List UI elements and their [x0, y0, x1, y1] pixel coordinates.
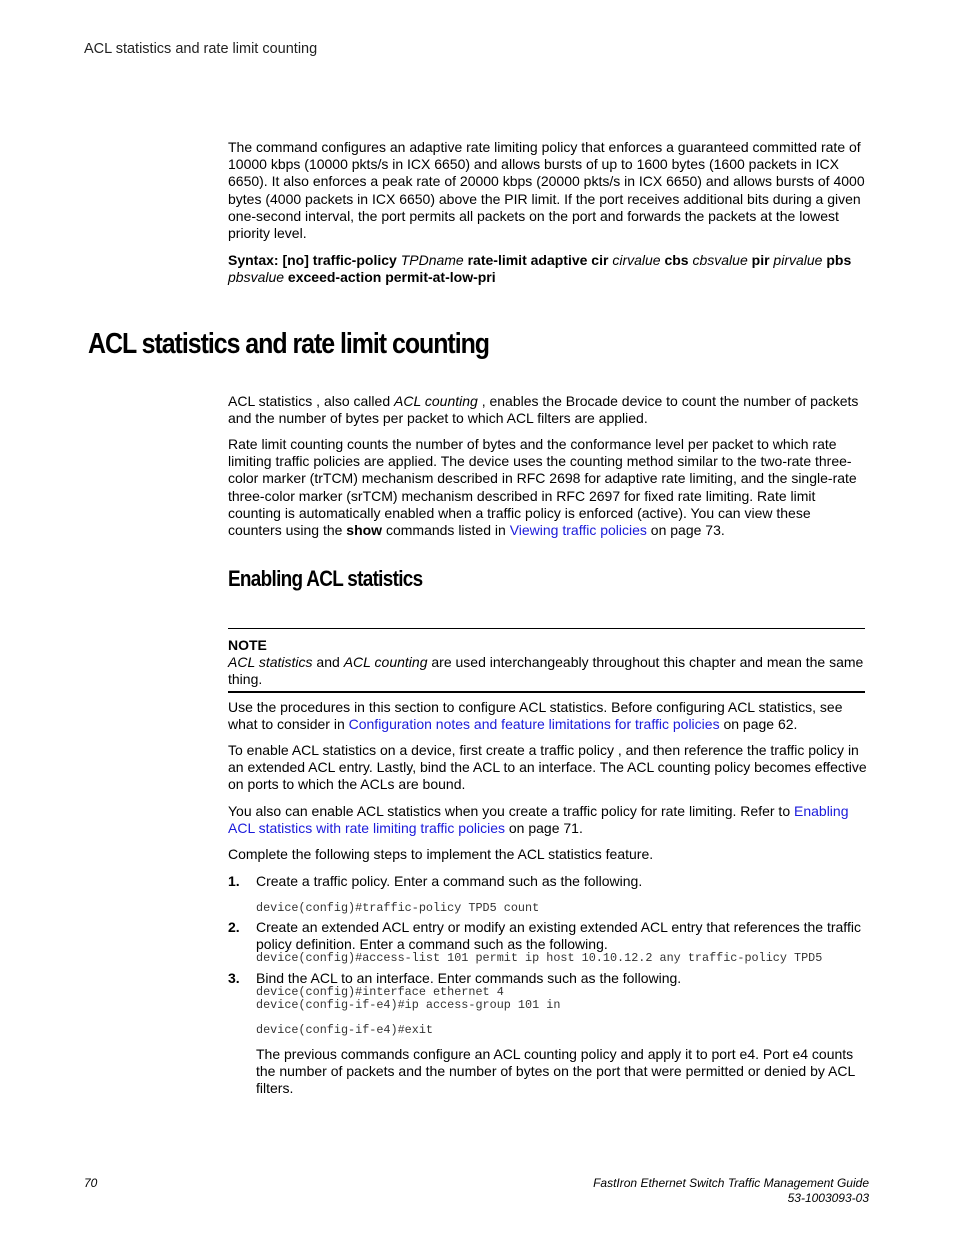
subsection-heading: Enabling ACL statistics [228, 566, 423, 591]
code-line: device(config-if-e4)#exit [256, 1023, 433, 1037]
syntax-keyword: exceed-action permit-at-low-pri [284, 269, 496, 286]
text-run: and [312, 654, 344, 671]
section-heading: ACL statistics and rate limit counting [88, 328, 490, 360]
note-label: NOTE [228, 637, 267, 653]
syntax-param: TPDname [400, 252, 464, 268]
footer-doc-info [593, 1176, 869, 1205]
subsection-paragraph-1 [228, 699, 868, 733]
syntax-keyword: pbs [822, 252, 852, 268]
text-run: You also can enable ACL statistics when you create a traffic policy for rate limiting. Refer to [228, 803, 794, 819]
intro-paragraph: The command configures an adaptive rate limiting policy that enforces a guaranteed committed rate of 10000 kbps (10000 pkts/s in ICX 6650) and allows bursts of up to 1600 bytes (1600 packets in ICX 6650). It also enforces a peak rate of 20000 kbps (20000 pkts/s in ICX 6650) and allows bursts of 4000 bytes (4000 packets in ICX 6650) above the PIR limit. If the port receives additional bits during a given one-second interval, the port permits all packets on the port and forwards the packets at the lowest priority level. [228, 139, 865, 242]
text-run: Use the procedures in this section to configure ACL statistics. Before configuring ACL statistics, see what to consider in [228, 699, 843, 733]
guide-title: FastIron Ethernet Switch Traffic Management Guide [593, 1176, 869, 1190]
doc-number: 53-1003093-03 [787, 1190, 869, 1205]
text-run: ACL statistics , also called [228, 393, 394, 409]
enabling-acl-statistics-link[interactable]: Enabling ACL statistics with rate limiting traffic policies [228, 803, 849, 837]
syntax-param: cirvalue [612, 252, 661, 268]
note-text [228, 654, 865, 688]
syntax-keyword: cbs [660, 252, 693, 268]
text-run: show [346, 522, 383, 539]
subsection-paragraph-3 [228, 803, 868, 837]
text-run: commands listed in [382, 522, 510, 539]
syntax-keyword: Syntax: [no] traffic-policy [228, 252, 401, 268]
section-paragraph-1 [228, 393, 868, 427]
page-number: 70 [84, 1176, 98, 1190]
syntax-line [228, 252, 868, 286]
note-box [228, 628, 865, 693]
text-run: ACL statistics [228, 654, 313, 671]
text-run: on page 73. [646, 522, 725, 539]
step-number: 2. [228, 919, 240, 935]
text-run: on page 71. [504, 820, 583, 837]
syntax-param: cbsvalue [692, 252, 748, 268]
subsection-paragraph-4: Complete the following steps to implement the ACL statistics feature. [228, 846, 654, 862]
step-number: 1. [228, 873, 240, 889]
code-line: device(config)#traffic-policy TPD5 count [256, 901, 540, 915]
code-line: device(config)#access-list 101 permit ip host 10.10.12.2 any traffic-policy TPD5 [256, 951, 823, 965]
text-run: Rate limit counting counts the number of bytes and the conformance level per packet to which rate limiting traffic policies are applied. The device uses the counting method similar to the two-rate three-color marker (trTCM) mechanism described in RFC 2698 for adaptive rate limiting, and the single-rate three-color marker (srTCM) mechanism described in RFC 2697 for fixed rate limiting. Rate limit counting is automatically enabled when a traffic policy is enforced (active). You can view these counters using the [228, 436, 857, 539]
step-text: Bind the ACL to an interface. Enter commands such as the following. [256, 970, 682, 986]
closing-paragraph: The previous commands configure an ACL counting policy and apply it to port e4. Port e4 counts the number of packets and the number of bytes on the port that were permitted or denied by ACL filters. [256, 1046, 855, 1097]
text-run: on page 62. [719, 716, 798, 733]
step-text: Create an extended ACL entry or modify an existing extended ACL entry that references the traffic policy definition. Enter a command such as the following. [256, 919, 861, 953]
text-run: , enables the Brocade device to count the number of packets and the number of bytes per packet to which ACL filters are applied. [228, 393, 859, 427]
viewing-traffic-policies-link[interactable]: Viewing traffic policies [509, 522, 647, 539]
code-line: device(config)#interface ethernet 4 [256, 985, 504, 999]
code-line: device(config-if-e4)#ip access-group 101 in [256, 998, 561, 1012]
step-text: Create a traffic policy. Enter a command such as the following. [256, 873, 643, 889]
text-run: are used interchangeably throughout this chapter and mean the same thing. [228, 654, 864, 688]
section-paragraph-2 [228, 436, 868, 539]
subsection-paragraph-2: To enable ACL statistics on a device, first create a traffic policy , and then reference the traffic policy in an extended ACL entry. Lastly, bind the ACL to an interface. The ACL counting policy becomes effective on ports to which the ACLs are bound. [228, 742, 867, 793]
syntax-keyword: rate-limit adaptive cir [463, 252, 613, 268]
text-run: ACL counting [343, 654, 428, 671]
syntax-keyword: pir [747, 252, 774, 268]
syntax-param: pbsvalue [228, 269, 285, 286]
syntax-param: pirvalue [773, 252, 823, 268]
step-number: 3. [228, 970, 240, 986]
text-run: ACL counting [394, 393, 478, 409]
running-header: ACL statistics and rate limit counting [84, 41, 318, 57]
configuration-notes-link[interactable]: Configuration notes and feature limitations for traffic policies [348, 716, 720, 733]
